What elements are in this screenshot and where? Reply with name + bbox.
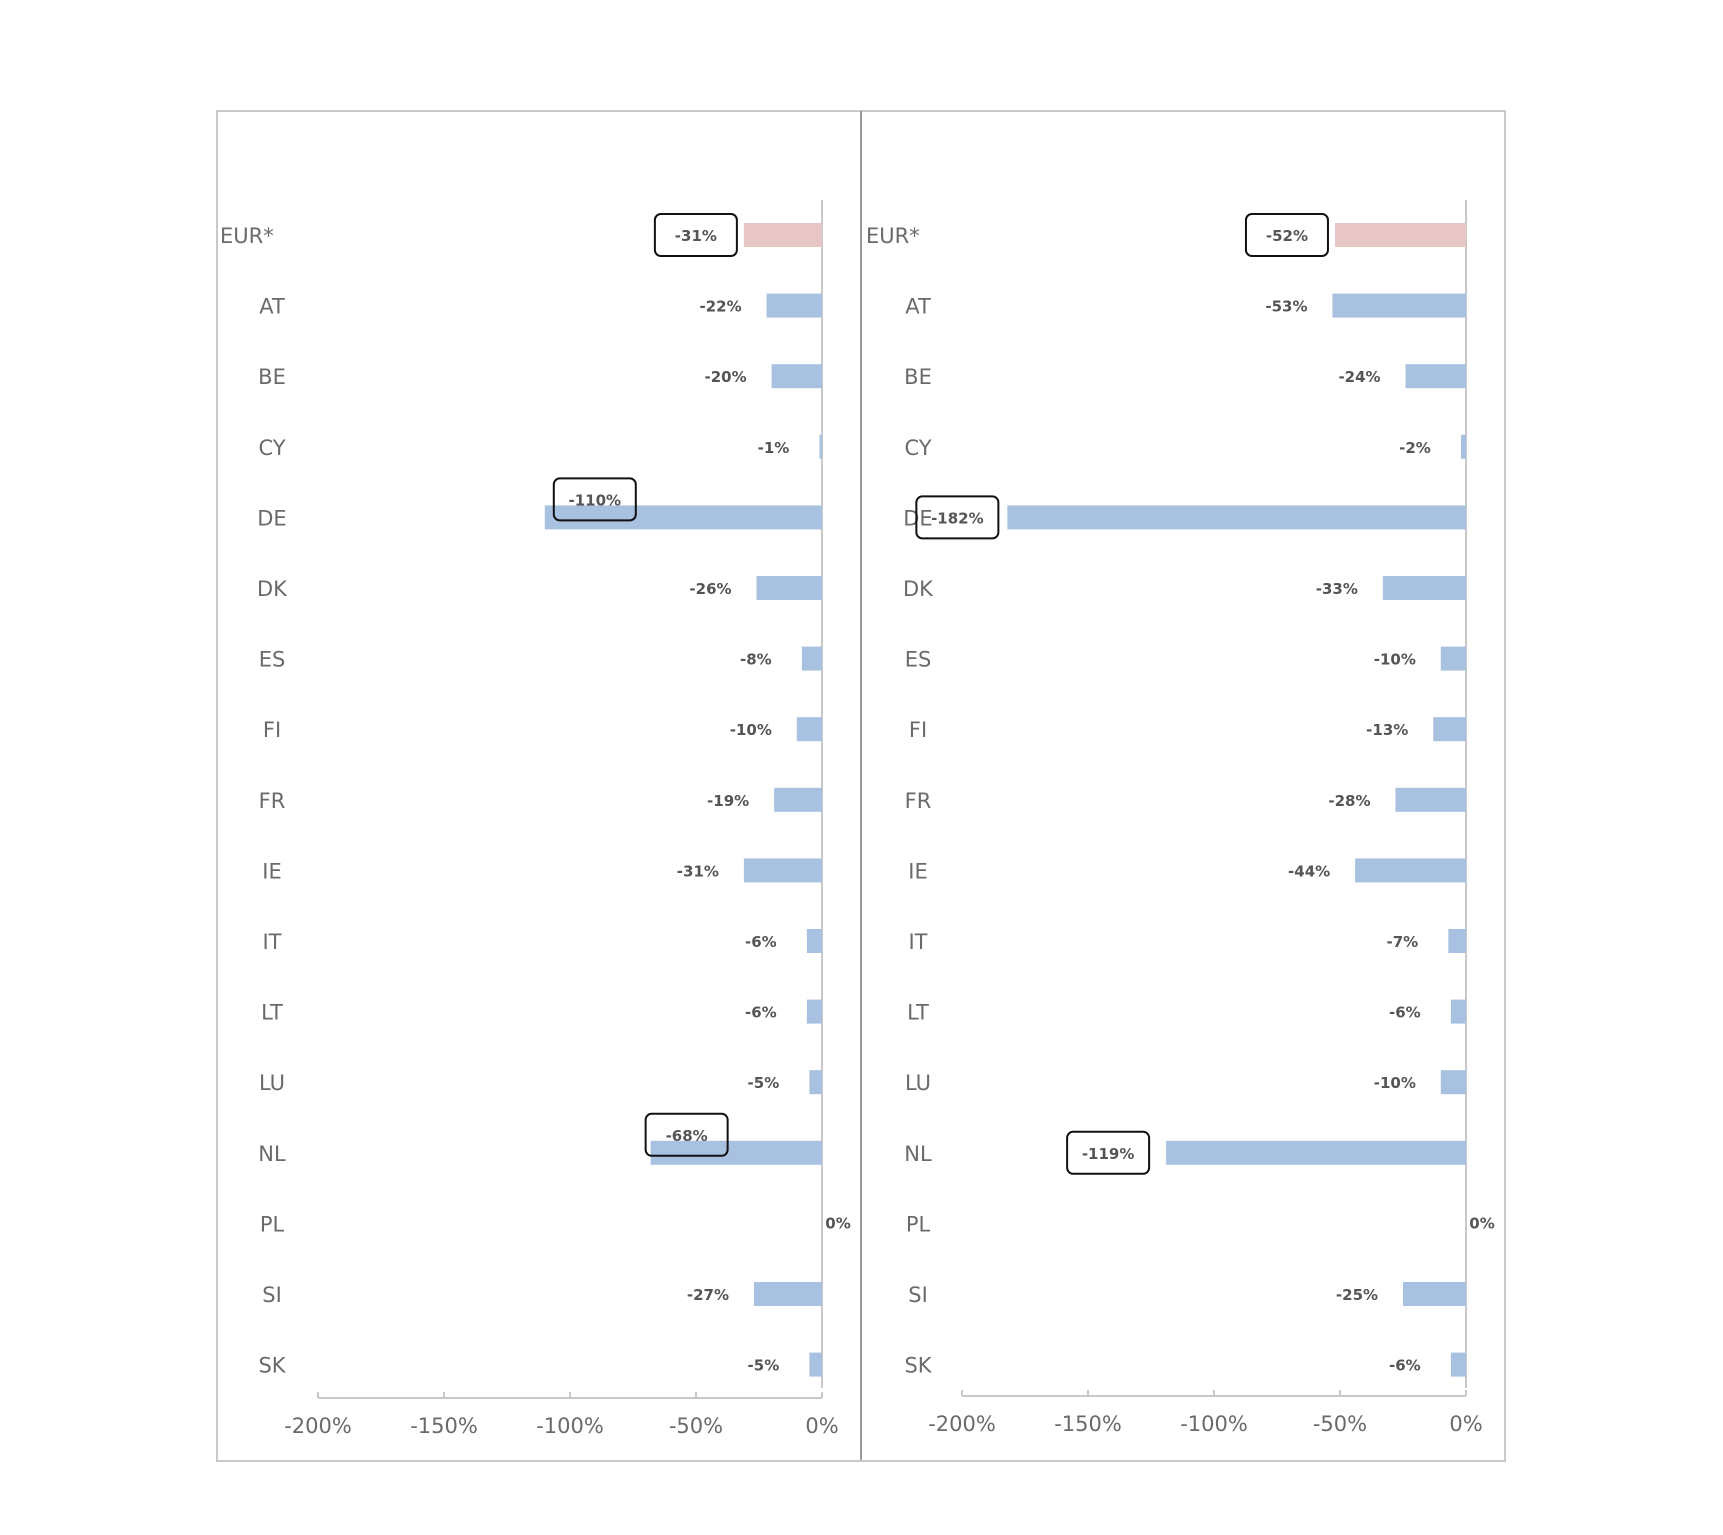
category-label: BE xyxy=(904,365,932,390)
category-label: FI xyxy=(908,718,928,743)
data-label: -27% xyxy=(686,1286,730,1304)
bar xyxy=(807,1000,822,1024)
bar xyxy=(819,435,822,459)
bar xyxy=(1406,364,1466,388)
data-label: -20% xyxy=(704,368,747,387)
chart-scenario-2 xyxy=(866,200,1495,1436)
category-label: CY xyxy=(904,435,932,460)
category-label: SI xyxy=(262,1283,282,1307)
data-label: -31% xyxy=(674,227,717,245)
data-label: -5% xyxy=(747,1074,780,1093)
bar xyxy=(1355,858,1466,882)
category-label: SK xyxy=(258,1353,286,1378)
bar xyxy=(1451,1000,1466,1024)
bar xyxy=(744,858,822,882)
data-label: -7% xyxy=(1386,933,1419,951)
category-label: FI xyxy=(262,718,282,743)
data-label: -33% xyxy=(1315,580,1358,598)
x-tick-label: -200% xyxy=(928,1412,996,1436)
category-label: FR xyxy=(904,788,932,813)
chart-2-plot xyxy=(866,200,1495,1436)
data-label: -8% xyxy=(739,650,772,669)
x-tick-label: -150% xyxy=(410,1414,478,1438)
category-label: FR xyxy=(258,788,286,813)
bar xyxy=(1433,717,1466,741)
bar xyxy=(767,294,822,318)
category-label: EUR* xyxy=(220,224,274,248)
data-label: -13% xyxy=(1366,721,1409,740)
data-label: -110% xyxy=(568,491,622,510)
data-label: 0% xyxy=(825,1214,851,1233)
data-label: -53% xyxy=(1265,297,1308,316)
bar xyxy=(1007,505,1466,529)
bar xyxy=(756,576,822,600)
chart-scenario-1 xyxy=(220,200,851,1438)
bar xyxy=(807,929,822,953)
category-label: LU xyxy=(258,1071,286,1096)
x-tick-label: -50% xyxy=(1312,1412,1368,1436)
bar xyxy=(1335,223,1466,247)
bar xyxy=(772,364,822,388)
x-tick-label: -100% xyxy=(1180,1412,1248,1436)
data-label: -6% xyxy=(1389,1356,1421,1375)
data-label: -119% xyxy=(1081,1144,1135,1163)
bar xyxy=(1166,1141,1466,1165)
chart-1-plot xyxy=(220,200,851,1438)
x-tick-label: 0% xyxy=(1449,1412,1483,1436)
bar xyxy=(797,717,822,741)
data-label: -68% xyxy=(665,1126,708,1145)
data-label: -10% xyxy=(1373,650,1416,669)
data-label: -1% xyxy=(757,438,790,457)
data-label: -10% xyxy=(729,721,772,740)
x-tick-label: -100% xyxy=(536,1414,604,1438)
data-label: -26% xyxy=(689,580,732,598)
category-label: DE xyxy=(257,506,287,531)
x-tick-label: 0% xyxy=(805,1414,839,1438)
category-label: IT xyxy=(262,930,282,954)
data-label: -2% xyxy=(1399,438,1431,457)
category-label: ES xyxy=(258,647,286,672)
category-label: AT xyxy=(259,294,285,319)
x-tick-label: -150% xyxy=(1054,1412,1122,1436)
category-label: BE xyxy=(258,365,286,390)
data-label: -44% xyxy=(1288,862,1331,881)
category-label: LT xyxy=(261,1000,283,1025)
category-label: DE xyxy=(903,506,933,531)
bar xyxy=(744,223,822,247)
category-label: SK xyxy=(904,1353,932,1378)
bar xyxy=(1403,1282,1466,1306)
category-label: ES xyxy=(904,647,932,672)
bar xyxy=(1441,1070,1466,1094)
data-label: -22% xyxy=(699,297,742,316)
category-label: PL xyxy=(259,1212,285,1237)
data-label: 0% xyxy=(1469,1214,1495,1233)
data-label: -182% xyxy=(931,509,984,528)
category-label: AT xyxy=(905,294,931,319)
x-tick-label: -200% xyxy=(284,1414,352,1438)
data-label: -31% xyxy=(676,862,719,881)
category-label: EUR* xyxy=(866,224,920,248)
category-label: NL xyxy=(258,1141,286,1166)
bar xyxy=(1441,647,1466,671)
bar xyxy=(774,788,822,812)
category-label: DK xyxy=(903,577,933,601)
bar xyxy=(1461,435,1466,459)
data-label: -6% xyxy=(745,933,777,951)
category-label: LU xyxy=(904,1071,932,1096)
bar xyxy=(1395,788,1466,812)
x-tick-label: -50% xyxy=(668,1414,724,1438)
data-label: -52% xyxy=(1265,227,1309,245)
category-label: IT xyxy=(908,930,928,954)
data-label: -5% xyxy=(747,1356,780,1375)
category-label: IE xyxy=(908,859,928,884)
category-label: IE xyxy=(262,859,282,884)
category-label: PL xyxy=(905,1212,931,1237)
category-label: LT xyxy=(907,1000,929,1025)
category-label: DK xyxy=(257,577,287,601)
bar xyxy=(1332,294,1466,318)
data-label: -10% xyxy=(1373,1074,1416,1093)
bar xyxy=(802,647,822,671)
bar xyxy=(1451,1353,1466,1377)
bar xyxy=(1383,576,1466,600)
category-label: NL xyxy=(904,1141,932,1166)
data-label: -24% xyxy=(1338,368,1381,387)
data-label: -6% xyxy=(745,1003,777,1022)
category-label: SI xyxy=(908,1283,928,1307)
bar xyxy=(1448,929,1466,953)
data-label: -6% xyxy=(1389,1003,1421,1022)
category-label: CY xyxy=(258,435,286,460)
data-label: -28% xyxy=(1328,791,1371,810)
bar xyxy=(809,1070,822,1094)
data-label: -25% xyxy=(1335,1286,1379,1304)
bar xyxy=(809,1353,822,1377)
data-label: -19% xyxy=(707,791,750,810)
bar xyxy=(754,1282,822,1306)
